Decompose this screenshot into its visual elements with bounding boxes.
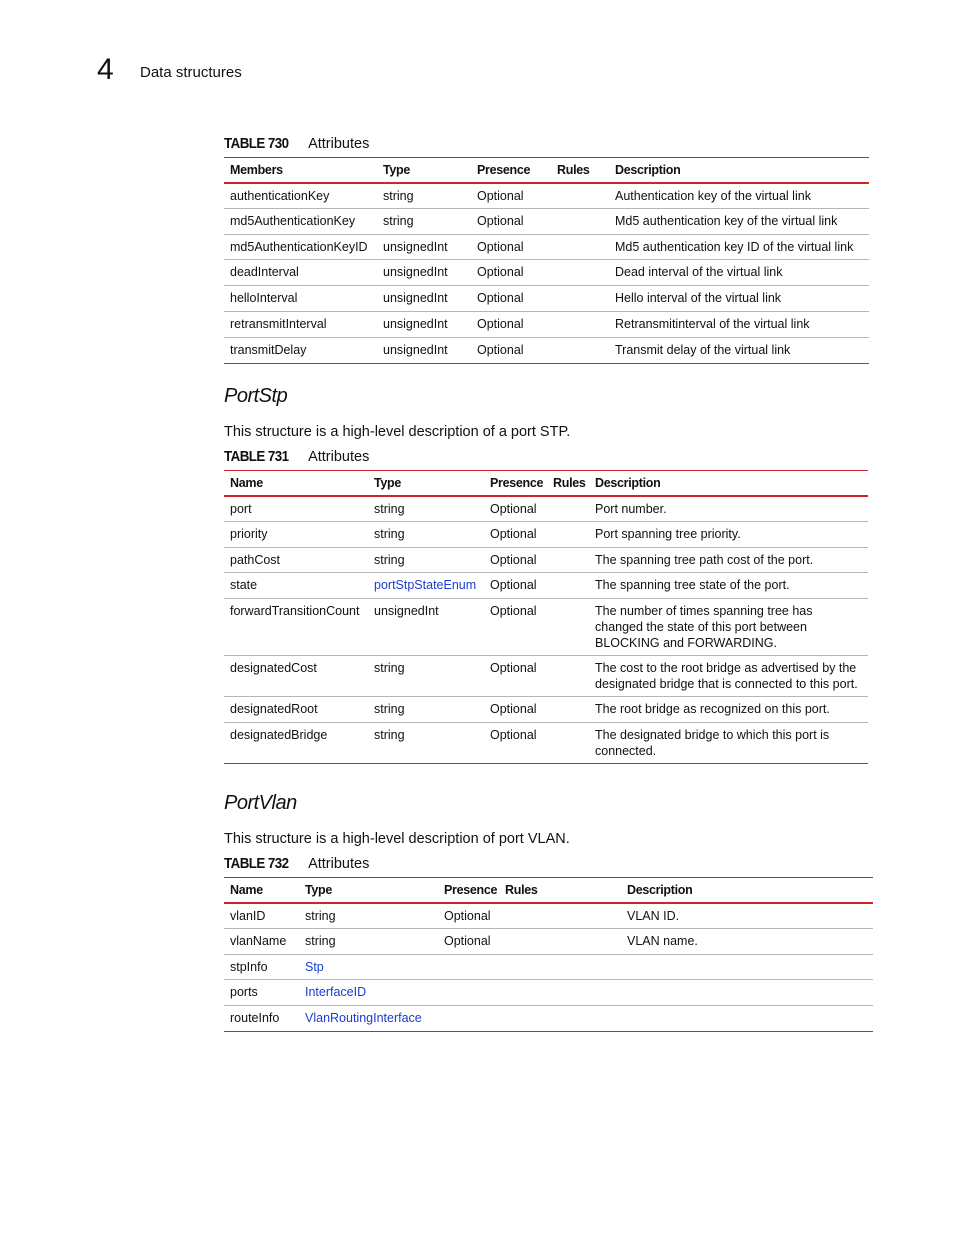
table-cell: Optional <box>484 599 547 656</box>
table-row <box>224 599 868 656</box>
table-cell <box>547 656 589 697</box>
table-cell: string <box>299 903 438 929</box>
table-cell: Retransmitinterval of the virtual link <box>609 311 869 337</box>
table-cell: pathCost <box>224 547 368 573</box>
type-link-vlanroutinginterface[interactable]: VlanRoutingInterface <box>299 1006 438 1032</box>
table-cell: The number of times spanning tree has changed the state of this port between BLOCKING and FORWARDING. <box>589 599 868 656</box>
column-header: Type <box>374 476 402 490</box>
table-cell: Md5 authentication key ID of the virtual link <box>609 234 869 260</box>
table-cell: stpInfo <box>224 954 299 980</box>
table-row <box>224 903 873 929</box>
chapter-title: Data structures <box>140 64 242 81</box>
table-cell: Optional <box>471 286 551 312</box>
table-cell <box>547 521 589 547</box>
table-cell: forwardTransitionCount <box>224 599 368 656</box>
table-cell <box>499 903 621 929</box>
table-cell: state <box>224 573 368 599</box>
table-cell <box>547 573 589 599</box>
column-header: Description <box>595 476 661 490</box>
table-732-block <box>224 855 873 1032</box>
table-cell <box>551 183 609 209</box>
table-cell: retransmitInterval <box>224 311 377 337</box>
table-title: Attributes <box>308 856 370 872</box>
table-row <box>224 337 869 363</box>
table-cell: unsignedInt <box>377 260 471 286</box>
table-row <box>224 697 868 723</box>
table-cell: vlanName <box>224 928 299 954</box>
table-cell: Optional <box>484 547 547 573</box>
table-cell: unsignedInt <box>377 234 471 260</box>
table-cell <box>499 1006 621 1032</box>
table-cell: Optional <box>471 311 551 337</box>
table-cell: designatedRoot <box>224 697 368 723</box>
type-link-portstpstateenum[interactable]: portStpStateEnum <box>368 573 484 599</box>
table-cell: The designated bridge to which this port is connected. <box>589 722 868 763</box>
table-cell: unsignedInt <box>377 337 471 363</box>
table-cell: Optional <box>438 903 499 929</box>
table-cell: unsignedInt <box>377 286 471 312</box>
table-cell: Optional <box>471 183 551 209</box>
table-row <box>224 208 869 234</box>
table-cell <box>551 260 609 286</box>
table-header-row <box>224 878 873 903</box>
table-cell <box>621 954 873 980</box>
table-title: Attributes <box>308 449 370 465</box>
table-header-row <box>224 471 868 496</box>
table-730-block <box>224 135 869 364</box>
table-cell <box>438 954 499 980</box>
table-number: TABLE 731 <box>224 449 289 465</box>
table-cell: string <box>368 521 484 547</box>
table-cell: helloInterval <box>224 286 377 312</box>
table-cell: Transmit delay of the virtual link <box>609 337 869 363</box>
table-row <box>224 311 869 337</box>
table-cell: designatedBridge <box>224 722 368 763</box>
table-cell: Optional <box>438 928 499 954</box>
table-cell <box>547 722 589 763</box>
table-cell: The cost to the root bridge as advertised by the designated bridge that is connected to this port. <box>589 656 868 697</box>
table-cell <box>499 928 621 954</box>
table-cell: port <box>224 496 368 522</box>
table-row <box>224 980 873 1006</box>
table-cell: string <box>368 656 484 697</box>
table-row <box>224 234 869 260</box>
table-cell: string <box>368 697 484 723</box>
chapter-number: 4 <box>97 53 114 86</box>
table-caption <box>224 448 868 466</box>
section-heading-portstp: PortStp <box>224 385 288 407</box>
table-cell: VLAN name. <box>621 928 873 954</box>
table-cell: unsignedInt <box>368 599 484 656</box>
table-cell: Optional <box>484 573 547 599</box>
table-cell <box>621 980 873 1006</box>
type-link-stp[interactable]: Stp <box>299 954 438 980</box>
table-cell: vlanID <box>224 903 299 929</box>
column-header: Presence <box>477 163 531 177</box>
table-caption <box>224 855 873 873</box>
table-cell: Optional <box>484 521 547 547</box>
table-cell <box>547 547 589 573</box>
table-cell: Optional <box>471 337 551 363</box>
table-cell: Optional <box>484 722 547 763</box>
table-row <box>224 547 868 573</box>
table-cell: md5AuthenticationKeyID <box>224 234 377 260</box>
table-row <box>224 954 873 980</box>
table-cell <box>621 1006 873 1032</box>
table-cell: Optional <box>484 496 547 522</box>
table-row <box>224 1006 873 1032</box>
table-731-block <box>224 448 868 764</box>
table-cell: string <box>368 722 484 763</box>
table-cell: Optional <box>484 697 547 723</box>
column-header: Presence <box>444 883 498 897</box>
table-row <box>224 286 869 312</box>
table-cell: Dead interval of the virtual link <box>609 260 869 286</box>
column-header: Rules <box>505 883 538 897</box>
table-number: TABLE 732 <box>224 856 289 872</box>
table-cell: string <box>368 547 484 573</box>
table-cell: routeInfo <box>224 1006 299 1032</box>
table-cell <box>547 697 589 723</box>
table-cell: string <box>299 928 438 954</box>
table-cell: Hello interval of the virtual link <box>609 286 869 312</box>
table-cell <box>551 311 609 337</box>
table-number: TABLE 730 <box>224 136 289 152</box>
column-header: Description <box>615 163 681 177</box>
table-cell: authenticationKey <box>224 183 377 209</box>
column-header: Rules <box>557 163 590 177</box>
table-cell <box>547 496 589 522</box>
table-cell: Optional <box>471 234 551 260</box>
table-cell: VLAN ID. <box>621 903 873 929</box>
table-cell: Optional <box>484 656 547 697</box>
table-row <box>224 722 868 763</box>
table-row <box>224 928 873 954</box>
table-cell: md5AuthenticationKey <box>224 208 377 234</box>
table-cell: string <box>377 208 471 234</box>
table-cell <box>551 286 609 312</box>
column-header: Name <box>230 883 263 897</box>
table-cell: The root bridge as recognized on this port. <box>589 697 868 723</box>
table-cell <box>438 980 499 1006</box>
table-cell: The spanning tree state of the port. <box>589 573 868 599</box>
table-cell: string <box>368 496 484 522</box>
table-cell <box>551 234 609 260</box>
column-header: Rules <box>553 476 586 490</box>
section-heading-portvlan: PortVlan <box>224 792 297 814</box>
table-cell: Port number. <box>589 496 868 522</box>
table-cell: Optional <box>471 208 551 234</box>
column-header: Type <box>383 163 411 177</box>
table-header-row <box>224 158 869 183</box>
attributes-table-730 <box>224 157 869 364</box>
column-header: Presence <box>490 476 544 490</box>
table-cell: Md5 authentication key of the virtual link <box>609 208 869 234</box>
table-cell: Authentication key of the virtual link <box>609 183 869 209</box>
table-caption <box>224 135 869 153</box>
table-cell <box>499 980 621 1006</box>
table-row <box>224 656 868 697</box>
table-cell: priority <box>224 521 368 547</box>
column-header: Members <box>230 163 283 177</box>
table-cell: unsignedInt <box>377 311 471 337</box>
table-cell <box>551 337 609 363</box>
column-header: Type <box>305 883 333 897</box>
table-cell: transmitDelay <box>224 337 377 363</box>
table-cell <box>547 599 589 656</box>
type-link-interfaceid[interactable]: InterfaceID <box>299 980 438 1006</box>
table-cell <box>551 208 609 234</box>
column-header: Description <box>627 883 693 897</box>
section-description-portstp: This structure is a high-level description of a port STP. <box>224 424 571 440</box>
column-header: Name <box>230 476 263 490</box>
attributes-table-731 <box>224 470 868 764</box>
table-cell: designatedCost <box>224 656 368 697</box>
table-row <box>224 496 868 522</box>
table-cell: Port spanning tree priority. <box>589 521 868 547</box>
table-cell <box>499 954 621 980</box>
table-cell <box>438 1006 499 1032</box>
table-row <box>224 183 869 209</box>
table-title: Attributes <box>308 136 370 152</box>
table-row <box>224 573 868 599</box>
table-row <box>224 260 869 286</box>
attributes-table-732 <box>224 877 873 1032</box>
table-cell: Optional <box>471 260 551 286</box>
table-cell: ports <box>224 980 299 1006</box>
section-description-portvlan: This structure is a high-level description of port VLAN. <box>224 831 570 847</box>
table-cell: string <box>377 183 471 209</box>
table-cell: deadInterval <box>224 260 377 286</box>
table-cell: The spanning tree path cost of the port. <box>589 547 868 573</box>
table-row <box>224 521 868 547</box>
